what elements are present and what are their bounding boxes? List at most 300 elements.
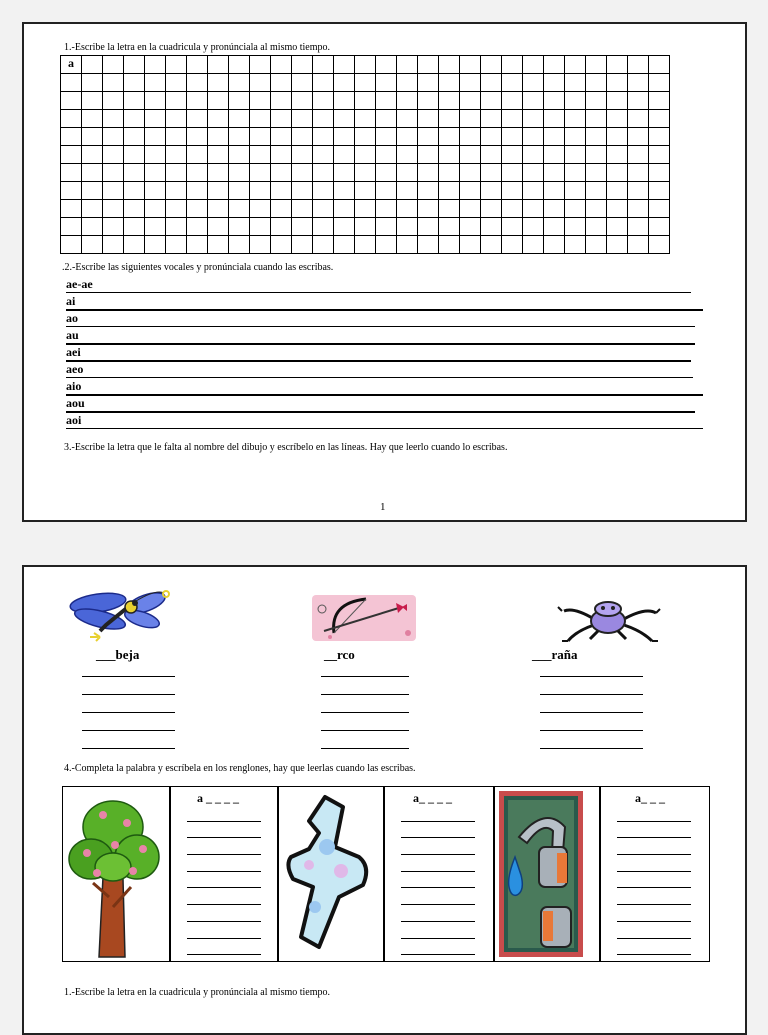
- grid-cell[interactable]: [460, 74, 481, 92]
- grid-cell[interactable]: [565, 218, 586, 236]
- grid-cell[interactable]: [334, 128, 355, 146]
- grid-cell[interactable]: [355, 56, 376, 74]
- grid-cell[interactable]: [544, 74, 565, 92]
- grid-cell[interactable]: [523, 146, 544, 164]
- grid-cell[interactable]: [61, 200, 82, 218]
- grid-cell[interactable]: [460, 110, 481, 128]
- grid-cell[interactable]: [250, 236, 271, 254]
- grid-cell[interactable]: [250, 182, 271, 200]
- grid-cell[interactable]: [376, 236, 397, 254]
- grid-cell[interactable]: [565, 182, 586, 200]
- grid-cell[interactable]: [397, 56, 418, 74]
- grid-cell[interactable]: [187, 164, 208, 182]
- grid-cell[interactable]: [82, 74, 103, 92]
- grid-cell[interactable]: [439, 146, 460, 164]
- grid-cell[interactable]: [418, 74, 439, 92]
- grid-cell[interactable]: [418, 92, 439, 110]
- grid-cell[interactable]: [355, 92, 376, 110]
- grid-cell[interactable]: [418, 146, 439, 164]
- grid-cell[interactable]: [250, 56, 271, 74]
- grid-cell[interactable]: [271, 182, 292, 200]
- grid-cell[interactable]: [565, 74, 586, 92]
- grid-cell[interactable]: [334, 182, 355, 200]
- grid-cell[interactable]: [376, 56, 397, 74]
- grid-cell[interactable]: [418, 200, 439, 218]
- grid-cell[interactable]: [124, 146, 145, 164]
- grid-cell[interactable]: [586, 236, 607, 254]
- grid-cell[interactable]: [481, 128, 502, 146]
- grid-cell[interactable]: [397, 200, 418, 218]
- grid-cell[interactable]: [292, 164, 313, 182]
- grid-cell[interactable]: [187, 128, 208, 146]
- grid-cell[interactable]: [313, 182, 334, 200]
- grid-cell[interactable]: [460, 218, 481, 236]
- grid-cell[interactable]: [271, 236, 292, 254]
- grid-cell[interactable]: [544, 110, 565, 128]
- grid-cell[interactable]: [166, 92, 187, 110]
- grid-cell[interactable]: [187, 146, 208, 164]
- grid-cell[interactable]: [313, 128, 334, 146]
- grid-cell[interactable]: [376, 218, 397, 236]
- grid-cell[interactable]: [313, 74, 334, 92]
- grid-cell[interactable]: [250, 74, 271, 92]
- grid-cell[interactable]: [313, 218, 334, 236]
- grid-cell[interactable]: [145, 200, 166, 218]
- grid-cell[interactable]: [103, 182, 124, 200]
- grid-cell[interactable]: [439, 128, 460, 146]
- grid-cell[interactable]: [481, 74, 502, 92]
- grid-cell[interactable]: [229, 182, 250, 200]
- writing-lines[interactable]: [82, 659, 175, 749]
- grid-cell[interactable]: [166, 146, 187, 164]
- grid-cell[interactable]: [502, 128, 523, 146]
- grid-cell[interactable]: [649, 128, 670, 146]
- grid-cell[interactable]: [523, 110, 544, 128]
- grid-cell[interactable]: [229, 218, 250, 236]
- grid-cell[interactable]: [460, 128, 481, 146]
- grid-cell[interactable]: [229, 128, 250, 146]
- grid-cell[interactable]: [586, 128, 607, 146]
- grid-cell[interactable]: [166, 74, 187, 92]
- grid-cell[interactable]: [628, 218, 649, 236]
- grid-cell[interactable]: [61, 218, 82, 236]
- grid-cell[interactable]: [271, 92, 292, 110]
- grid-cell[interactable]: [355, 164, 376, 182]
- grid-cell[interactable]: [250, 110, 271, 128]
- grid-cell[interactable]: [397, 146, 418, 164]
- grid-cell[interactable]: [586, 182, 607, 200]
- grid-cell[interactable]: [292, 146, 313, 164]
- grid-cell[interactable]: [439, 200, 460, 218]
- grid-cell[interactable]: [439, 74, 460, 92]
- grid-cell[interactable]: [397, 128, 418, 146]
- grid-cell[interactable]: [355, 128, 376, 146]
- grid-cell[interactable]: [271, 128, 292, 146]
- grid-cell[interactable]: [565, 110, 586, 128]
- grid-cell[interactable]: [628, 236, 649, 254]
- grid-cell[interactable]: [292, 92, 313, 110]
- grid-cell[interactable]: [208, 74, 229, 92]
- grid-cell[interactable]: [586, 218, 607, 236]
- grid-cell[interactable]: [607, 146, 628, 164]
- grid-cell[interactable]: [124, 200, 145, 218]
- grid-cell[interactable]: [565, 236, 586, 254]
- grid-cell[interactable]: [103, 128, 124, 146]
- grid-cell[interactable]: [649, 110, 670, 128]
- grid-cell[interactable]: [481, 200, 502, 218]
- grid-cell[interactable]: [544, 218, 565, 236]
- grid-cell[interactable]: [649, 92, 670, 110]
- grid-cell[interactable]: [418, 56, 439, 74]
- grid-cell[interactable]: [313, 92, 334, 110]
- grid-cell[interactable]: [187, 200, 208, 218]
- grid-cell[interactable]: [439, 236, 460, 254]
- grid-cell[interactable]: [586, 56, 607, 74]
- grid-cell[interactable]: [229, 164, 250, 182]
- grid-cell[interactable]: [523, 164, 544, 182]
- grid-cell[interactable]: [103, 56, 124, 74]
- grid-cell[interactable]: [145, 236, 166, 254]
- grid-cell[interactable]: [502, 218, 523, 236]
- grid-cell[interactable]: [271, 110, 292, 128]
- grid-cell[interactable]: [355, 182, 376, 200]
- grid-cell[interactable]: [607, 92, 628, 110]
- grid-cell[interactable]: [61, 182, 82, 200]
- grid-cell[interactable]: [271, 218, 292, 236]
- grid-cell[interactable]: [460, 92, 481, 110]
- grid-cell[interactable]: [124, 218, 145, 236]
- grid-cell[interactable]: [187, 56, 208, 74]
- grid-cell[interactable]: [439, 164, 460, 182]
- grid-cell[interactable]: [313, 236, 334, 254]
- grid-cell[interactable]: [292, 56, 313, 74]
- grid-cell[interactable]: [82, 236, 103, 254]
- grid-cell[interactable]: [187, 218, 208, 236]
- grid-cell[interactable]: [208, 56, 229, 74]
- grid-cell[interactable]: [271, 74, 292, 92]
- grid-cell[interactable]: [145, 218, 166, 236]
- practice-row[interactable]: [66, 413, 701, 430]
- grid-cell[interactable]: [103, 236, 124, 254]
- practice-row[interactable]: [66, 362, 701, 379]
- grid-cell[interactable]: [418, 182, 439, 200]
- grid-cell[interactable]: [607, 218, 628, 236]
- grid-cell[interactable]: [208, 200, 229, 218]
- grid-cell[interactable]: [481, 218, 502, 236]
- grid-cell[interactable]: [82, 146, 103, 164]
- grid-cell[interactable]: [628, 56, 649, 74]
- grid-cell[interactable]: [208, 218, 229, 236]
- grid-cell[interactable]: [649, 164, 670, 182]
- grid-cell[interactable]: [376, 164, 397, 182]
- grid-cell[interactable]: [376, 146, 397, 164]
- grid-cell[interactable]: [103, 164, 124, 182]
- grid-cell[interactable]: [334, 164, 355, 182]
- grid-cell[interactable]: [607, 56, 628, 74]
- grid-cell[interactable]: [166, 182, 187, 200]
- grid-cell[interactable]: [628, 92, 649, 110]
- grid-cell[interactable]: [208, 164, 229, 182]
- practice-row[interactable]: [66, 277, 701, 294]
- grid-cell[interactable]: [229, 146, 250, 164]
- grid-cell[interactable]: [607, 200, 628, 218]
- grid-cell[interactable]: [607, 164, 628, 182]
- grid-cell[interactable]: [166, 236, 187, 254]
- grid-cell[interactable]: [586, 92, 607, 110]
- grid-cell[interactable]: [61, 92, 82, 110]
- grid-cell[interactable]: [523, 218, 544, 236]
- grid-cell[interactable]: [82, 128, 103, 146]
- grid-cell[interactable]: [61, 128, 82, 146]
- grid-cell[interactable]: [481, 92, 502, 110]
- grid-cell[interactable]: [208, 128, 229, 146]
- grid-cell[interactable]: [418, 236, 439, 254]
- grid-cell[interactable]: [145, 182, 166, 200]
- grid-cell[interactable]: [334, 74, 355, 92]
- grid-cell[interactable]: [271, 146, 292, 164]
- grid-cell[interactable]: [544, 146, 565, 164]
- grid-cell[interactable]: [334, 236, 355, 254]
- grid-cell[interactable]: [250, 128, 271, 146]
- grid-cell[interactable]: [523, 182, 544, 200]
- grid-cell[interactable]: [82, 200, 103, 218]
- grid-cell[interactable]: [376, 182, 397, 200]
- grid-cell[interactable]: [187, 74, 208, 92]
- grid-cell[interactable]: [565, 164, 586, 182]
- grid-cell[interactable]: [334, 200, 355, 218]
- writing-lines[interactable]: [401, 805, 475, 955]
- grid-cell[interactable]: [313, 164, 334, 182]
- grid-cell[interactable]: [586, 146, 607, 164]
- grid-cell[interactable]: [229, 74, 250, 92]
- grid-cell[interactable]: [166, 128, 187, 146]
- grid-cell[interactable]: [271, 164, 292, 182]
- grid-cell[interactable]: [586, 200, 607, 218]
- grid-cell[interactable]: [166, 110, 187, 128]
- grid-cell[interactable]: [565, 146, 586, 164]
- grid-cell[interactable]: [229, 56, 250, 74]
- grid-cell[interactable]: [229, 200, 250, 218]
- grid-cell[interactable]: [124, 128, 145, 146]
- grid-cell[interactable]: [166, 164, 187, 182]
- practice-row[interactable]: [66, 345, 701, 362]
- grid-cell[interactable]: [628, 74, 649, 92]
- grid-cell[interactable]: [103, 74, 124, 92]
- grid-cell[interactable]: [355, 146, 376, 164]
- grid-cell[interactable]: [313, 146, 334, 164]
- grid-cell[interactable]: [292, 218, 313, 236]
- grid-cell[interactable]: [250, 92, 271, 110]
- grid-cell[interactable]: [397, 182, 418, 200]
- grid-cell[interactable]: [376, 74, 397, 92]
- grid-cell[interactable]: [187, 182, 208, 200]
- grid-cell[interactable]: [460, 56, 481, 74]
- grid-cell[interactable]: [292, 200, 313, 218]
- grid-cell[interactable]: [544, 128, 565, 146]
- grid-cell[interactable]: [565, 92, 586, 110]
- grid-cell[interactable]: [418, 164, 439, 182]
- grid-cell[interactable]: [649, 146, 670, 164]
- grid-cell[interactable]: [103, 110, 124, 128]
- grid-cell[interactable]: [61, 164, 82, 182]
- grid-cell[interactable]: [502, 236, 523, 254]
- grid-cell[interactable]: [502, 56, 523, 74]
- grid-cell[interactable]: [82, 218, 103, 236]
- grid-cell[interactable]: [250, 200, 271, 218]
- grid-cell[interactable]: [460, 182, 481, 200]
- grid-cell[interactable]: [586, 110, 607, 128]
- grid-cell[interactable]: [166, 200, 187, 218]
- grid-cell[interactable]: [355, 110, 376, 128]
- grid-cell[interactable]: [502, 164, 523, 182]
- grid-cell[interactable]: [334, 146, 355, 164]
- grid-cell[interactable]: [124, 56, 145, 74]
- grid-cell[interactable]: [334, 110, 355, 128]
- grid-cell[interactable]: [208, 236, 229, 254]
- grid-cell[interactable]: [502, 74, 523, 92]
- grid-cell[interactable]: [439, 92, 460, 110]
- grid-cell[interactable]: [481, 164, 502, 182]
- grid-cell[interactable]: [103, 218, 124, 236]
- grid-cell[interactable]: [397, 164, 418, 182]
- grid-cell[interactable]: [145, 146, 166, 164]
- practice-row[interactable]: [66, 294, 701, 311]
- grid-cell[interactable]: [439, 182, 460, 200]
- grid-cell[interactable]: [628, 128, 649, 146]
- grid-cell[interactable]: [418, 218, 439, 236]
- grid-cell[interactable]: [397, 218, 418, 236]
- grid-cell[interactable]: [334, 92, 355, 110]
- grid-cell[interactable]: [145, 164, 166, 182]
- grid-cell[interactable]: [208, 110, 229, 128]
- grid-cell[interactable]: [292, 74, 313, 92]
- grid-cell[interactable]: [145, 92, 166, 110]
- grid-cell[interactable]: [502, 200, 523, 218]
- letter-grid[interactable]: [60, 55, 670, 254]
- grid-cell[interactable]: [607, 110, 628, 128]
- grid-cell[interactable]: [145, 56, 166, 74]
- grid-cell[interactable]: [481, 182, 502, 200]
- grid-cell[interactable]: [61, 74, 82, 92]
- grid-cell[interactable]: [586, 74, 607, 92]
- grid-cell[interactable]: [103, 92, 124, 110]
- writing-lines[interactable]: [617, 805, 691, 955]
- grid-cell[interactable]: [250, 164, 271, 182]
- grid-cell[interactable]: [439, 56, 460, 74]
- grid-cell[interactable]: [334, 56, 355, 74]
- practice-row[interactable]: [66, 328, 701, 345]
- grid-cell[interactable]: [460, 164, 481, 182]
- grid-cell[interactable]: [82, 110, 103, 128]
- grid-cell[interactable]: [355, 200, 376, 218]
- grid-cell[interactable]: [649, 74, 670, 92]
- grid-cell[interactable]: [61, 110, 82, 128]
- grid-cell[interactable]: [229, 92, 250, 110]
- grid-cell[interactable]: [607, 74, 628, 92]
- grid-cell[interactable]: [124, 74, 145, 92]
- grid-cell[interactable]: [82, 164, 103, 182]
- practice-row[interactable]: [66, 396, 701, 413]
- grid-cell[interactable]: [649, 182, 670, 200]
- grid-cell[interactable]: [397, 92, 418, 110]
- grid-cell[interactable]: [649, 200, 670, 218]
- grid-cell[interactable]: [418, 128, 439, 146]
- grid-cell[interactable]: [628, 164, 649, 182]
- grid-cell[interactable]: [82, 182, 103, 200]
- grid-cell[interactable]: [523, 128, 544, 146]
- grid-cell[interactable]: [481, 110, 502, 128]
- grid-cell[interactable]: [313, 200, 334, 218]
- practice-row[interactable]: [66, 379, 701, 396]
- grid-cell[interactable]: [187, 110, 208, 128]
- grid-cell[interactable]: [649, 236, 670, 254]
- grid-cell[interactable]: [523, 56, 544, 74]
- grid-cell[interactable]: [376, 128, 397, 146]
- grid-cell[interactable]: [544, 236, 565, 254]
- grid-cell[interactable]: [523, 92, 544, 110]
- grid-cell[interactable]: [439, 110, 460, 128]
- writing-lines[interactable]: [540, 659, 643, 749]
- grid-cell[interactable]: [145, 74, 166, 92]
- grid-cell[interactable]: [271, 56, 292, 74]
- grid-cell[interactable]: [208, 146, 229, 164]
- grid-cell[interactable]: [397, 74, 418, 92]
- grid-cell[interactable]: [460, 200, 481, 218]
- grid-cell[interactable]: [229, 110, 250, 128]
- grid-cell[interactable]: [397, 236, 418, 254]
- grid-cell[interactable]: [544, 164, 565, 182]
- grid-cell[interactable]: [166, 56, 187, 74]
- grid-cell[interactable]: [61, 146, 82, 164]
- grid-cell[interactable]: [124, 236, 145, 254]
- grid-cell[interactable]: [376, 92, 397, 110]
- grid-cell[interactable]: [628, 200, 649, 218]
- grid-cell[interactable]: [649, 56, 670, 74]
- grid-cell[interactable]: [292, 128, 313, 146]
- grid-cell[interactable]: [103, 200, 124, 218]
- grid-cell[interactable]: [502, 92, 523, 110]
- grid-cell[interactable]: [523, 236, 544, 254]
- grid-cell[interactable]: [208, 92, 229, 110]
- grid-cell[interactable]: [628, 146, 649, 164]
- grid-cell[interactable]: [334, 218, 355, 236]
- grid-cell[interactable]: [376, 110, 397, 128]
- grid-cell[interactable]: [61, 236, 82, 254]
- grid-cell[interactable]: [292, 236, 313, 254]
- grid-cell[interactable]: [145, 128, 166, 146]
- grid-cell[interactable]: [481, 146, 502, 164]
- grid-cell[interactable]: [628, 110, 649, 128]
- grid-cell[interactable]: [628, 182, 649, 200]
- grid-cell[interactable]: [607, 128, 628, 146]
- grid-cell[interactable]: a: [61, 56, 82, 74]
- grid-cell[interactable]: [355, 236, 376, 254]
- grid-cell[interactable]: [124, 182, 145, 200]
- grid-cell[interactable]: [313, 110, 334, 128]
- practice-row[interactable]: [66, 311, 701, 328]
- grid-cell[interactable]: [649, 218, 670, 236]
- writing-lines[interactable]: [187, 805, 261, 955]
- writing-lines[interactable]: [321, 659, 409, 749]
- grid-cell[interactable]: [502, 110, 523, 128]
- grid-cell[interactable]: [250, 218, 271, 236]
- grid-cell[interactable]: [355, 74, 376, 92]
- grid-cell[interactable]: [103, 146, 124, 164]
- grid-cell[interactable]: [145, 110, 166, 128]
- grid-cell[interactable]: [502, 182, 523, 200]
- grid-cell[interactable]: [439, 218, 460, 236]
- grid-cell[interactable]: [208, 182, 229, 200]
